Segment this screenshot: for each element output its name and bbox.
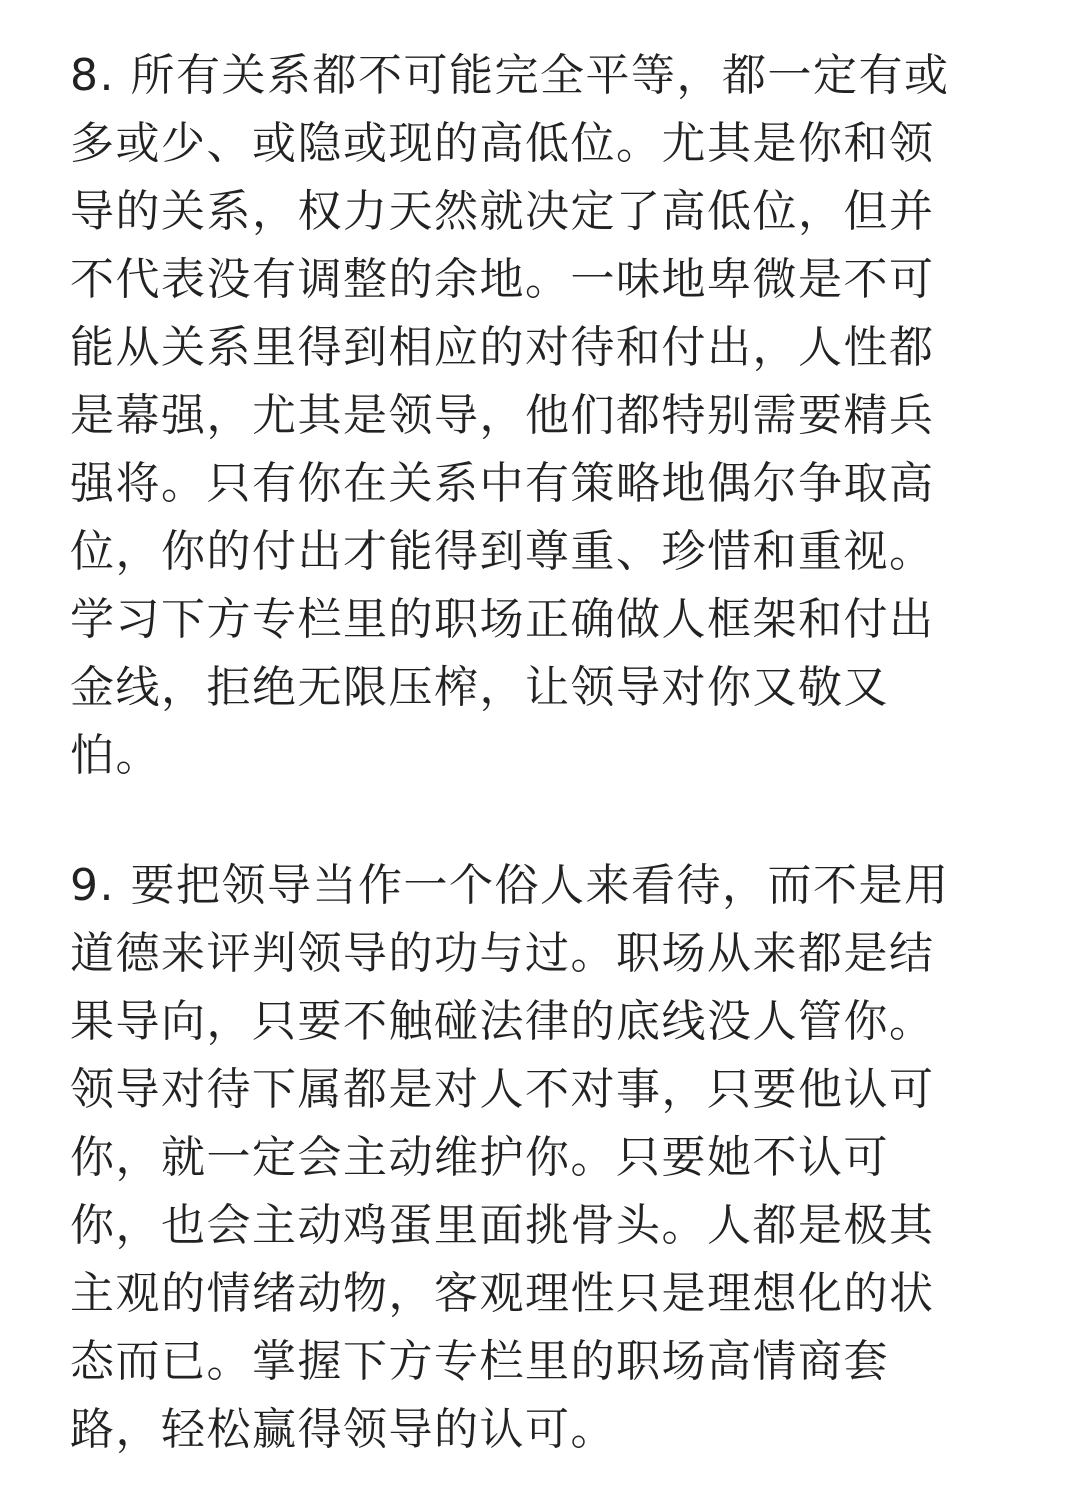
text-line: 你，也会主动鸡蛋里面挑骨头。人都是极其 [70, 1200, 935, 1251]
text-line: 主观的情绪动物，客观理性只是理想化的状 [70, 1268, 935, 1319]
text-line: 不代表没有调整的余地。一味地卑微是不可 [70, 254, 935, 305]
text-line: 道德来评判领导的功与过。职场从来都是结 [70, 928, 935, 979]
text-line: 位，你的付出才能得到尊重、珍惜和重视。 [70, 526, 935, 577]
text-line: 能从关系里得到相应的对待和付出，人性都 [70, 322, 935, 373]
text-line: 态而已。掌握下方专栏里的职场高情商套 [70, 1336, 889, 1387]
text-line: 多或少、或隐或现的高低位。尤其是你和领 [70, 118, 935, 169]
text-line: 8. 所有关系都不可能完全平等，都一定有或 [70, 50, 950, 101]
text-line: 你，就一定会主动维护你。只要她不认可 [70, 1132, 889, 1183]
text-line: 导的关系，权力天然就决定了高低位，但并 [70, 186, 935, 237]
text-line: 金线，拒绝无限压榨，让领导对你又敬又 [70, 662, 889, 713]
text-line: 强将。只有你在关系中有策略地偶尔争取高 [70, 458, 935, 509]
text-line: 9. 要把领导当作一个俗人来看待，而不是用 [70, 860, 950, 911]
paragraph-8 [70, 42, 1070, 790]
text-line: 是幕强，尤其是领导，他们都特别需要精兵 [70, 390, 935, 441]
text-line: 领导对待下属都是对人不对事，只要他认可 [70, 1064, 935, 1115]
text-line: 路，轻松赢得领导的认可。 [70, 1404, 616, 1455]
paragraph-9 [70, 852, 1070, 1464]
text-line: 果导向，只要不触碰法律的底线没人管你。 [70, 996, 935, 1047]
text-line: 怕。 [70, 730, 161, 781]
text-line: 学习下方专栏里的职场正确做人框架和付出 [70, 594, 935, 645]
